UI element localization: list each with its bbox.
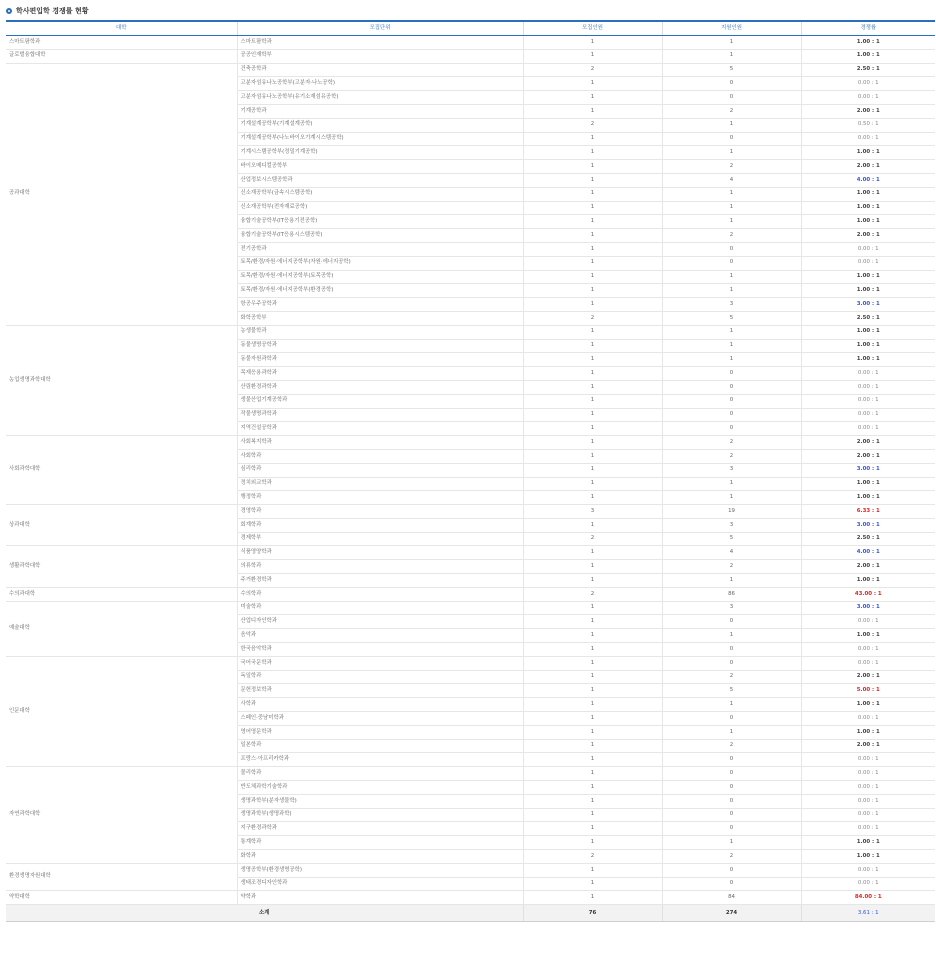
unit-cell: 목재응용과학과 — [237, 367, 523, 381]
quota-cell: 1 — [523, 229, 662, 243]
rate-cell: 2.50 : 1 — [801, 532, 935, 546]
quota-cell: 1 — [523, 684, 662, 698]
unit-cell: 화학과 — [237, 850, 523, 864]
applicants-cell: 0 — [662, 863, 801, 877]
quota-cell: 1 — [523, 298, 662, 312]
quota-cell: 1 — [523, 367, 662, 381]
unit-cell: 융합기술공학부(IT응용시스템공학) — [237, 229, 523, 243]
applicants-cell: 0 — [662, 643, 801, 657]
rate-cell: 1.00 : 1 — [801, 325, 935, 339]
unit-cell: 생태조경디자인학과 — [237, 877, 523, 891]
table-row — [6, 587, 935, 601]
rate-cell: 0.00 : 1 — [801, 408, 935, 422]
header-college: 대학 — [6, 21, 237, 36]
rate-cell: 5.00 : 1 — [801, 684, 935, 698]
unit-cell: 전기공학과 — [237, 242, 523, 256]
unit-cell: 주거환경학과 — [237, 574, 523, 588]
quota-cell: 1 — [523, 518, 662, 532]
applicants-cell: 2 — [662, 229, 801, 243]
applicants-cell: 1 — [662, 725, 801, 739]
applicants-cell: 5 — [662, 63, 801, 77]
quota-cell: 1 — [523, 436, 662, 450]
rate-cell: 0.00 : 1 — [801, 808, 935, 822]
quota-cell: 2 — [523, 532, 662, 546]
unit-cell: 행정학과 — [237, 491, 523, 505]
unit-cell: 기계설계공학부(기계설계공학) — [237, 118, 523, 132]
quota-cell: 1 — [523, 601, 662, 615]
quota-cell: 1 — [523, 146, 662, 160]
competition-table-wrapper — [6, 20, 935, 922]
quota-cell: 1 — [523, 325, 662, 339]
quota-cell: 1 — [523, 574, 662, 588]
table-row — [6, 505, 935, 519]
college-cell: 수의과대학 — [6, 587, 237, 601]
quota-cell: 1 — [523, 656, 662, 670]
quota-cell: 1 — [523, 160, 662, 174]
college-cell: 예술대학 — [6, 601, 237, 656]
rate-cell: 0.00 : 1 — [801, 822, 935, 836]
unit-cell: 미술학과 — [237, 601, 523, 615]
applicants-cell: 1 — [662, 629, 801, 643]
circle-bullet-icon — [6, 8, 12, 14]
applicants-cell: 2 — [662, 670, 801, 684]
college-cell: 사회과학대학 — [6, 436, 237, 505]
rate-cell: 2.00 : 1 — [801, 739, 935, 753]
rate-cell: 1.00 : 1 — [801, 215, 935, 229]
applicants-cell: 1 — [662, 284, 801, 298]
applicants-cell: 2 — [662, 104, 801, 118]
rate-cell: 6.33 : 1 — [801, 505, 935, 519]
rate-cell: 1.00 : 1 — [801, 574, 935, 588]
quota-cell: 1 — [523, 546, 662, 560]
college-cell: 생활과학대학 — [6, 546, 237, 587]
applicants-cell: 3 — [662, 463, 801, 477]
quota-cell: 1 — [523, 753, 662, 767]
unit-cell: 기계공학과 — [237, 104, 523, 118]
competition-table — [6, 20, 935, 922]
unit-cell: 산업정보시스템공학과 — [237, 173, 523, 187]
rate-cell: 1.00 : 1 — [801, 836, 935, 850]
quota-cell: 1 — [523, 242, 662, 256]
college-cell: 환경생명자원대학 — [6, 863, 237, 891]
rate-cell: 0.00 : 1 — [801, 77, 935, 91]
applicants-cell: 2 — [662, 739, 801, 753]
applicants-cell: 1 — [662, 146, 801, 160]
unit-cell: 고분자섬유나노공학부(고분자·나노공학) — [237, 77, 523, 91]
table-row — [6, 601, 935, 615]
unit-cell: 농생물학과 — [237, 325, 523, 339]
unit-cell: 약학과 — [237, 891, 523, 905]
applicants-cell: 1 — [662, 36, 801, 50]
applicants-cell: 1 — [662, 215, 801, 229]
rate-cell: 1.00 : 1 — [801, 284, 935, 298]
unit-cell: 융합기술공학부(IT응용기전공학) — [237, 215, 523, 229]
applicants-cell: 5 — [662, 532, 801, 546]
rate-cell: 0.00 : 1 — [801, 422, 935, 436]
unit-cell: 문헌정보학과 — [237, 684, 523, 698]
quota-cell: 1 — [523, 836, 662, 850]
applicants-cell: 4 — [662, 173, 801, 187]
section-title: 학사편입학 경쟁률 현황 — [16, 7, 89, 15]
rate-cell: 0.00 : 1 — [801, 643, 935, 657]
total-rate: 3.61 : 1 — [801, 905, 935, 922]
quota-cell: 1 — [523, 394, 662, 408]
applicants-cell: 1 — [662, 201, 801, 215]
unit-cell: 수의학과 — [237, 587, 523, 601]
unit-cell: 스페인·중남미학과 — [237, 712, 523, 726]
quota-cell: 1 — [523, 891, 662, 905]
applicants-cell: 0 — [662, 615, 801, 629]
quota-cell: 1 — [523, 670, 662, 684]
unit-cell: 생명과학부(분자생물학) — [237, 794, 523, 808]
unit-cell: 고분자섬유나노공학부(유기소재섬유공학) — [237, 91, 523, 105]
unit-cell: 바이오메디컬공학부 — [237, 160, 523, 174]
table-header-row — [6, 21, 935, 36]
rate-cell: 84.00 : 1 — [801, 891, 935, 905]
rate-cell: 2.00 : 1 — [801, 560, 935, 574]
applicants-cell: 1 — [662, 187, 801, 201]
quota-cell: 1 — [523, 739, 662, 753]
rate-cell: 2.50 : 1 — [801, 63, 935, 77]
applicants-cell: 0 — [662, 380, 801, 394]
applicants-cell: 1 — [662, 339, 801, 353]
rate-cell: 0.00 : 1 — [801, 767, 935, 781]
unit-cell: 사회학과 — [237, 449, 523, 463]
applicants-cell: 3 — [662, 298, 801, 312]
unit-cell: 식품영양학과 — [237, 546, 523, 560]
unit-cell: 기계시스템공학부(정밀기계공학) — [237, 146, 523, 160]
applicants-cell: 84 — [662, 891, 801, 905]
unit-cell: 사회복지학과 — [237, 436, 523, 450]
applicants-cell: 5 — [662, 311, 801, 325]
quota-cell: 3 — [523, 505, 662, 519]
quota-cell: 2 — [523, 63, 662, 77]
table-row — [6, 863, 935, 877]
rate-cell: 3.00 : 1 — [801, 601, 935, 615]
unit-cell: 기계설계공학부(나노바이오기계시스템공학) — [237, 132, 523, 146]
unit-cell: 통계학과 — [237, 836, 523, 850]
total-quota: 76 — [523, 905, 662, 922]
quota-cell: 1 — [523, 408, 662, 422]
quota-cell: 1 — [523, 822, 662, 836]
college-cell: 자연과학대학 — [6, 767, 237, 864]
quota-cell: 1 — [523, 477, 662, 491]
quota-cell: 1 — [523, 491, 662, 505]
header-applicants: 지원인원 — [662, 21, 801, 36]
applicants-cell: 0 — [662, 808, 801, 822]
section-heading — [6, 5, 89, 17]
unit-cell: 프랑스·아프리카학과 — [237, 753, 523, 767]
rate-cell: 4.00 : 1 — [801, 173, 935, 187]
quota-cell: 1 — [523, 284, 662, 298]
applicants-cell: 0 — [662, 242, 801, 256]
rate-cell: 1.00 : 1 — [801, 36, 935, 50]
rate-cell: 0.00 : 1 — [801, 367, 935, 381]
rate-cell: 0.50 : 1 — [801, 118, 935, 132]
unit-cell: 토목/환경/자원·에너지공학부(환경공학) — [237, 284, 523, 298]
applicants-cell: 0 — [662, 132, 801, 146]
total-row — [6, 905, 935, 922]
rate-cell: 1.00 : 1 — [801, 850, 935, 864]
quota-cell: 1 — [523, 77, 662, 91]
table-row — [6, 656, 935, 670]
unit-cell: 반도체과학기술학과 — [237, 781, 523, 795]
rate-cell: 0.00 : 1 — [801, 132, 935, 146]
applicants-cell: 19 — [662, 505, 801, 519]
unit-cell: 스마트팜학과 — [237, 36, 523, 50]
unit-cell: 산업디자인학과 — [237, 615, 523, 629]
quota-cell: 1 — [523, 422, 662, 436]
table-row — [6, 767, 935, 781]
unit-cell: 지구환경과학과 — [237, 822, 523, 836]
rate-cell: 1.00 : 1 — [801, 187, 935, 201]
applicants-cell: 0 — [662, 394, 801, 408]
unit-cell: 항공우주공학과 — [237, 298, 523, 312]
unit-cell: 경제학부 — [237, 532, 523, 546]
rate-cell: 0.00 : 1 — [801, 656, 935, 670]
applicants-cell: 1 — [662, 118, 801, 132]
rate-cell: 1.00 : 1 — [801, 201, 935, 215]
quota-cell: 1 — [523, 353, 662, 367]
applicants-cell: 2 — [662, 449, 801, 463]
unit-cell: 신소재공학부(전자재료공학) — [237, 201, 523, 215]
unit-cell: 국어국문학과 — [237, 656, 523, 670]
unit-cell: 영어영문학과 — [237, 725, 523, 739]
applicants-cell: 4 — [662, 546, 801, 560]
applicants-cell: 0 — [662, 822, 801, 836]
rate-cell: 0.00 : 1 — [801, 256, 935, 270]
unit-cell: 사학과 — [237, 698, 523, 712]
rate-cell: 0.00 : 1 — [801, 877, 935, 891]
rate-cell: 1.00 : 1 — [801, 629, 935, 643]
unit-cell: 지역건설공학과 — [237, 422, 523, 436]
table-body — [6, 36, 935, 905]
header-rate: 경쟁률 — [801, 21, 935, 36]
rate-cell: 0.00 : 1 — [801, 794, 935, 808]
rate-cell: 3.00 : 1 — [801, 518, 935, 532]
unit-cell: 음악과 — [237, 629, 523, 643]
quota-cell: 1 — [523, 256, 662, 270]
college-cell: 상과대학 — [6, 505, 237, 546]
total-applicants: 274 — [662, 905, 801, 922]
unit-cell: 물리학과 — [237, 767, 523, 781]
table-row — [6, 436, 935, 450]
applicants-cell: 1 — [662, 270, 801, 284]
quota-cell: 2 — [523, 311, 662, 325]
quota-cell: 1 — [523, 725, 662, 739]
unit-cell: 토목/환경/자원·에너지공학부(자원·에너지공학) — [237, 256, 523, 270]
rate-cell: 0.00 : 1 — [801, 863, 935, 877]
unit-cell: 독일학과 — [237, 670, 523, 684]
applicants-cell: 1 — [662, 574, 801, 588]
table-row — [6, 546, 935, 560]
quota-cell: 1 — [523, 615, 662, 629]
quota-cell: 1 — [523, 339, 662, 353]
college-cell: 글로벌융합대학 — [6, 49, 237, 63]
rate-cell: 3.00 : 1 — [801, 463, 935, 477]
college-cell: 스마트팜학과 — [6, 36, 237, 50]
applicants-cell: 0 — [662, 367, 801, 381]
college-cell: 약학대학 — [6, 891, 237, 905]
quota-cell: 2 — [523, 850, 662, 864]
quota-cell: 1 — [523, 270, 662, 284]
quota-cell: 1 — [523, 187, 662, 201]
unit-cell: 공공인재학부 — [237, 49, 523, 63]
applicants-cell: 0 — [662, 91, 801, 105]
quota-cell: 1 — [523, 877, 662, 891]
quota-cell: 1 — [523, 449, 662, 463]
quota-cell: 1 — [523, 36, 662, 50]
rate-cell: 0.00 : 1 — [801, 712, 935, 726]
rate-cell: 1.00 : 1 — [801, 270, 935, 284]
applicants-cell: 1 — [662, 698, 801, 712]
rate-cell: 1.00 : 1 — [801, 698, 935, 712]
unit-cell: 회계학과 — [237, 518, 523, 532]
table-row — [6, 325, 935, 339]
applicants-cell: 0 — [662, 767, 801, 781]
rate-cell: 0.00 : 1 — [801, 242, 935, 256]
table-row — [6, 891, 935, 905]
applicants-cell: 1 — [662, 477, 801, 491]
quota-cell: 1 — [523, 173, 662, 187]
applicants-cell: 3 — [662, 518, 801, 532]
rate-cell: 2.00 : 1 — [801, 160, 935, 174]
rate-cell: 2.00 : 1 — [801, 449, 935, 463]
unit-cell: 일본학과 — [237, 739, 523, 753]
quota-cell: 1 — [523, 380, 662, 394]
quota-cell: 1 — [523, 215, 662, 229]
quota-cell: 1 — [523, 781, 662, 795]
header-quota: 모집인원 — [523, 21, 662, 36]
rate-cell: 1.00 : 1 — [801, 353, 935, 367]
quota-cell: 1 — [523, 629, 662, 643]
applicants-cell: 5 — [662, 684, 801, 698]
unit-cell: 건축공학과 — [237, 63, 523, 77]
unit-cell: 경영학과 — [237, 505, 523, 519]
quota-cell: 1 — [523, 560, 662, 574]
rate-cell: 0.00 : 1 — [801, 753, 935, 767]
applicants-cell: 0 — [662, 256, 801, 270]
applicants-cell: 0 — [662, 877, 801, 891]
applicants-cell: 0 — [662, 77, 801, 91]
quota-cell: 1 — [523, 643, 662, 657]
applicants-cell: 2 — [662, 160, 801, 174]
unit-cell: 동물생명공학과 — [237, 339, 523, 353]
applicants-cell: 0 — [662, 422, 801, 436]
applicants-cell: 2 — [662, 560, 801, 574]
applicants-cell: 2 — [662, 850, 801, 864]
unit-cell: 동물자원과학과 — [237, 353, 523, 367]
rate-cell: 1.00 : 1 — [801, 477, 935, 491]
unit-cell: 정치외교학과 — [237, 477, 523, 491]
quota-cell: 1 — [523, 712, 662, 726]
applicants-cell: 1 — [662, 353, 801, 367]
rate-cell: 1.00 : 1 — [801, 491, 935, 505]
rate-cell: 2.50 : 1 — [801, 311, 935, 325]
unit-cell: 산림환경과학과 — [237, 380, 523, 394]
rate-cell: 0.00 : 1 — [801, 91, 935, 105]
unit-cell: 작물생명과학과 — [237, 408, 523, 422]
applicants-cell: 0 — [662, 712, 801, 726]
unit-cell: 토목/환경/자원·에너지공학부(토목공학) — [237, 270, 523, 284]
quota-cell: 1 — [523, 863, 662, 877]
applicants-cell: 2 — [662, 436, 801, 450]
quota-cell: 1 — [523, 201, 662, 215]
applicants-cell: 0 — [662, 781, 801, 795]
quota-cell: 1 — [523, 49, 662, 63]
rate-cell: 2.00 : 1 — [801, 436, 935, 450]
rate-cell: 0.00 : 1 — [801, 781, 935, 795]
quota-cell: 1 — [523, 91, 662, 105]
rate-cell: 2.00 : 1 — [801, 229, 935, 243]
applicants-cell: 0 — [662, 656, 801, 670]
unit-cell: 의류학과 — [237, 560, 523, 574]
rate-cell: 1.00 : 1 — [801, 49, 935, 63]
quota-cell: 2 — [523, 118, 662, 132]
unit-cell: 생물산업기계공학과 — [237, 394, 523, 408]
unit-cell: 생명과학부(생명과학) — [237, 808, 523, 822]
rate-cell: 0.00 : 1 — [801, 615, 935, 629]
college-cell: 농업생명과학대학 — [6, 325, 237, 435]
unit-cell: 심리학과 — [237, 463, 523, 477]
rate-cell: 1.00 : 1 — [801, 725, 935, 739]
applicants-cell: 0 — [662, 794, 801, 808]
quota-cell: 2 — [523, 587, 662, 601]
applicants-cell: 1 — [662, 49, 801, 63]
college-cell: 인문대학 — [6, 656, 237, 766]
applicants-cell: 1 — [662, 491, 801, 505]
applicants-cell: 86 — [662, 587, 801, 601]
rate-cell: 3.00 : 1 — [801, 298, 935, 312]
table-row — [6, 63, 935, 77]
rate-cell: 2.00 : 1 — [801, 104, 935, 118]
rate-cell: 1.00 : 1 — [801, 146, 935, 160]
quota-cell: 1 — [523, 794, 662, 808]
table-row — [6, 36, 935, 50]
unit-cell: 화학공학부 — [237, 311, 523, 325]
quota-cell: 1 — [523, 104, 662, 118]
rate-cell: 4.00 : 1 — [801, 546, 935, 560]
unit-cell: 한국음악학과 — [237, 643, 523, 657]
applicants-cell: 1 — [662, 836, 801, 850]
applicants-cell: 3 — [662, 601, 801, 615]
header-unit: 모집단위 — [237, 21, 523, 36]
rate-cell: 43.00 : 1 — [801, 587, 935, 601]
rate-cell: 2.00 : 1 — [801, 670, 935, 684]
unit-cell: 신소재공학부(금속시스템공학) — [237, 187, 523, 201]
unit-cell: 생명공학부(환경생명공학) — [237, 863, 523, 877]
applicants-cell: 1 — [662, 325, 801, 339]
quota-cell: 1 — [523, 132, 662, 146]
college-cell: 공과대학 — [6, 63, 237, 325]
quota-cell: 1 — [523, 808, 662, 822]
quota-cell: 1 — [523, 698, 662, 712]
applicants-cell: 0 — [662, 753, 801, 767]
table-row — [6, 49, 935, 63]
applicants-cell: 0 — [662, 408, 801, 422]
total-label: 소계 — [6, 905, 523, 922]
quota-cell: 1 — [523, 767, 662, 781]
quota-cell: 1 — [523, 463, 662, 477]
rate-cell: 0.00 : 1 — [801, 380, 935, 394]
rate-cell: 0.00 : 1 — [801, 394, 935, 408]
rate-cell: 1.00 : 1 — [801, 339, 935, 353]
